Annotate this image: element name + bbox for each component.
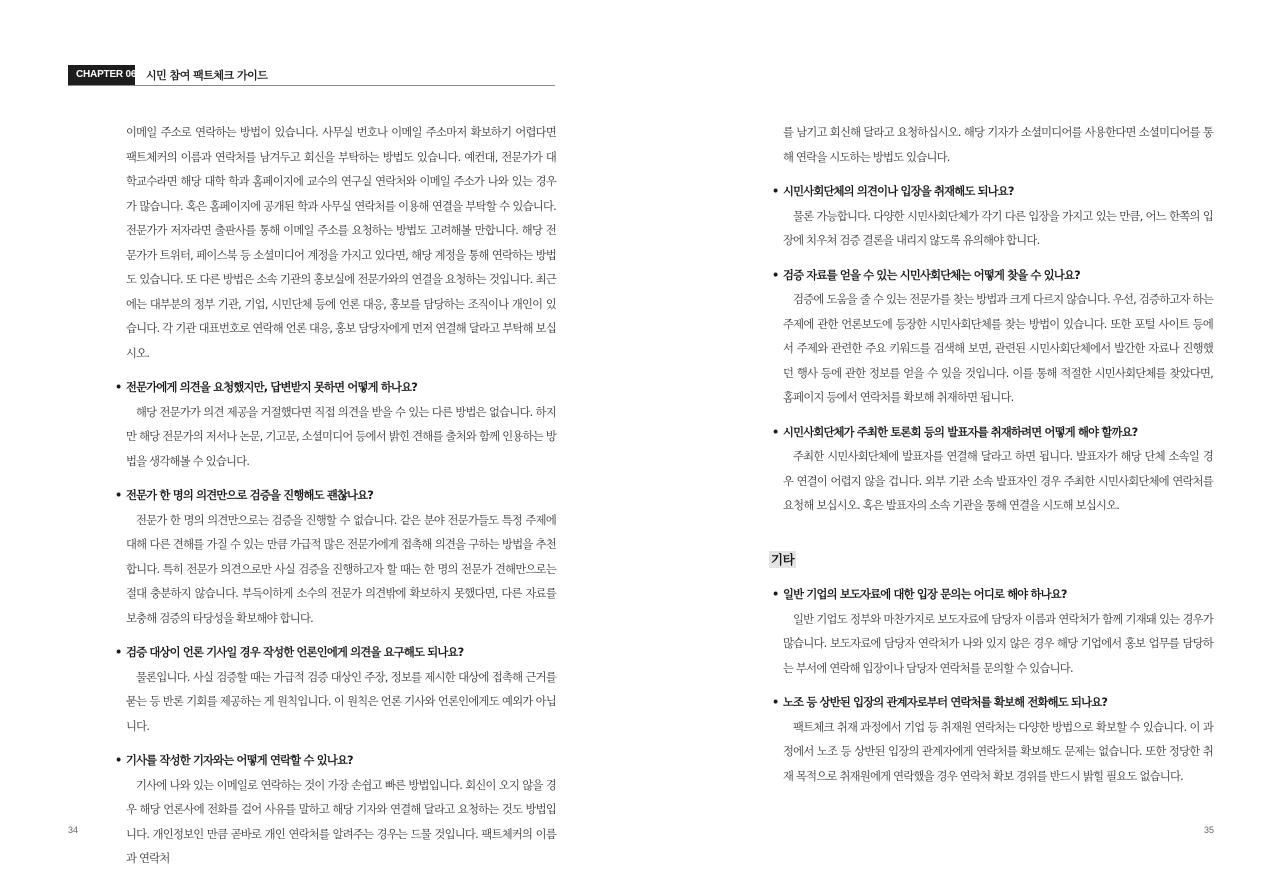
bullet-icon: • <box>772 425 779 439</box>
question-text: 검증 자료를 얻을 수 있는 시민사회단체는 어떻게 찾을 수 있나요? <box>783 268 1080 282</box>
question-heading <box>115 749 556 774</box>
question-heading <box>772 583 1213 608</box>
bullet-icon: • <box>115 646 122 659</box>
qa-item <box>772 264 1213 411</box>
answer-text: 전문가 한 명의 의견만으로는 검증을 진행할 수 없습니다. 같은 분야 전문가들도 특정 주제에 대해 다른 견해를 가질 수 있는 만큼 가급적 많은 전문가에게 접촉해 의견을 구하는 방법을 추천합니다. 특히 전문가 의견으로만 사실 검증을 진행하고자 할 때는 한 명의 전문가 견해만으로는 절대 충분하지 않습니다. 부득이하게 소수의 전문가 의견밖에 확보하지 못했다면, 다른 자료를 보충해 검증의 타당성을 확보해야 합니다. <box>126 513 556 625</box>
running-header <box>68 65 555 86</box>
question-text: 전문가에게 의견을 요청했지만, 답변받지 못하면 어떻게 하나요? <box>126 381 417 394</box>
qa-item <box>115 484 556 631</box>
answer-text: 물론 가능합니다. 다양한 시민사회단체가 각기 다른 입장을 가지고 있는 만큼, 어느 한쪽의 입장에 치우쳐 검증 결론을 내리지 않도록 유의해야 합니다. <box>783 209 1213 247</box>
bullet-icon: • <box>115 381 122 394</box>
answer-text: 검증에 도움을 줄 수 있는 전문가를 찾는 방법과 크게 다르지 않습니다. 우선, 검증하고자 하는 주제에 관한 언론보도에 등장한 시민사회단체를 찾는 방법이 있습니다. 또한 포털 사이트 등에서 주제와 관련한 주요 키워드를 검색해 보면, 관련된 시민사회단체에서 발간한 자료나 진행했던 행사 등에 관한 정보를 얻을 수 있을 것입니다. 이를 통해 적절한 시민사회단체를 찾았다면, 홈페이지 등에서 연락처를 확보해 취재하면 됩니다. <box>783 293 1213 404</box>
answer-text: 주최한 시민사회단체에 발표자를 연결해 달라고 하면 됩니다. 발표자가 해당 단체 소속일 경우 연결이 어렵지 않을 겁니다. 외부 기관 소속 발표자인 경우 주최한 시민사회단체에 연락처를 요청해 보십시오. 혹은 발표자의 소속 기관을 통해 연결을 시도해 보십시오. <box>783 450 1213 512</box>
bullet-icon: • <box>772 268 779 282</box>
answer-text: 해당 전문가가 의견 제공을 거절했다면 직접 의견을 받을 수 있는 다른 방법은 없습니다. 하지만 해당 전문가의 저서나 논문, 기고문, 소셜미디어 등에서 밝힌 견해를 출처와 함께 인용하는 방법을 생각해볼 수 있습니다. <box>126 405 556 468</box>
qa-item <box>115 641 556 739</box>
question-text: 시민사회단체가 주최한 토론회 등의 발표자를 취재하려면 어떻게 해야 할까요? <box>783 425 1138 439</box>
left-body <box>115 121 556 872</box>
continued-paragraph: 이메일 주소로 연락하는 방법이 있습니다. 사무실 번호나 이메일 주소마저 확보하기 어렵다면 팩트체커의 이름과 연락처를 남겨두고 회신을 부탁하는 방법도 있습니다. 예컨대, 전문가가 대학교수라면 해당 대학 학과 홈페이지에 교수의 연구실 연락처와 이메일 주소가 나와 있는 경우가 많습니다. 혹은 홈페이지에 공개된 학과 사무실 연락처를 이용해 연결을 부탁할 수 있습니다. 전문가가 저자라면 출판사를 통해 이메일 주소를 요청하는 방법도 고려해볼 만합니다. 해당 전문가가 트위터, 페이스북 등 소셜미디어 계정을 가지고 있다면, 해당 계정을 통해 연락하는 방법도 있습니다. 또 다른 방법은 소속 기관의 홍보실에 전문가와의 연결을 요청하는 것입니다. 최근에는 대부분의 정부 기관, 기업, 시민단체 등에 언론 대응, 홍보를 담당하는 조직이나 개인이 있습니다. 각 기관 대표번호로 연락해 언론 대응, 홍보 담당자에게 먼저 연결해 달라고 부탁해 보십시오. <box>126 126 556 360</box>
qa-item <box>115 749 556 872</box>
right-page <box>640 0 1280 874</box>
question-text: 일반 기업의 보도자료에 대한 입장 문의는 어디로 해야 하나요? <box>783 588 1067 601</box>
bullet-icon: • <box>772 588 779 601</box>
bullet-icon: • <box>115 489 122 502</box>
qa-item <box>772 583 1213 681</box>
question-text: 검증 대상이 언론 기사일 경우 작성한 언론인에게 의견을 요구해도 되나요? <box>126 646 464 659</box>
bullet-icon: • <box>115 754 122 767</box>
question-heading <box>772 421 1213 446</box>
question-heading <box>115 484 556 509</box>
right-body <box>771 121 1213 789</box>
question-text: 전문가 한 명의 의견만으로 검증을 진행해도 괜찮나요? <box>126 489 374 502</box>
section-heading: 기타 <box>771 551 795 567</box>
question-heading <box>772 180 1213 205</box>
question-heading <box>772 264 1213 289</box>
answer-text: 일반 기업도 정부와 마찬가지로 보도자료에 담당자 이름과 연락처가 함께 기재돼 있는 경우가 많습니다. 보도자료에 담당자 연락처가 나와 있지 않은 경우 해당 기업에서 홍보 업무를 담당하는 부서에 연락해 입장이나 담당자 연락처를 문의할 수 있습니다. <box>783 612 1213 675</box>
bullet-icon: • <box>772 696 779 709</box>
question-text: 시민사회단체의 의견이나 입장을 취재해도 되나요? <box>783 185 1014 198</box>
continued-paragraph: 를 남기고 회신해 달라고 요청하십시오. 해당 기자가 소셜미디어를 사용한다면 소셜미디어를 통해 연락을 시도하는 방법도 있습니다. <box>783 126 1213 164</box>
answer-text: 팩트체크 취재 과정에서 기업 등 취재원 연락처는 다양한 방법으로 확보할 수 있습니다. 이 과정에서 노조 등 상반된 입장의 관계자에게 연락처를 확보해도 문제는 없습니다. 또한 정당한 취재 목적으로 취재원에게 연락했을 경우 연락처 확보 경위를 반드시 밝힐 필요도 없습니다. <box>783 720 1213 783</box>
question-heading <box>115 641 556 666</box>
answer-text: 물론입니다. 사실 검증할 때는 가급적 검증 대상인 주장, 정보를 제시한 대상에 접촉해 근거를 묻는 등 반론 기회를 제공하는 게 원칙입니다. 이 원칙은 언론 기사와 언론인에게도 예외가 아닙니다. <box>126 670 556 733</box>
question-text: 노조 등 상반된 입장의 관계자로부터 연락처를 확보해 전화해도 되나요? <box>783 696 1108 709</box>
bullet-icon: • <box>772 185 779 198</box>
qa-item <box>772 180 1213 254</box>
chapter-badge: CHAPTER 06 <box>68 65 135 85</box>
question-heading <box>115 376 556 401</box>
section-other <box>771 519 1213 790</box>
question-text: 기사를 작성한 기자와는 어떻게 연락할 수 있나요? <box>126 754 353 767</box>
qa-item <box>115 376 556 474</box>
answer-text: 기사에 나와 있는 이메일로 연락하는 것이 가장 손쉽고 빠른 방법입니다. 회신이 오지 않을 경우 해당 언론사에 전화를 걸어 사유를 말하고 해당 기자와 연결해 달라고 요청하는 것도 방법입니다. 개인정보인 만큼 곧바로 개인 연락처를 알려주는 경우는 드물 것입니다. 팩트체커의 이름과 연락처 <box>126 778 556 865</box>
question-heading <box>772 691 1213 716</box>
chapter-title: 시민 참여 팩트체크 가이드 <box>146 69 268 82</box>
page-number: 35 <box>1204 825 1215 835</box>
qa-item <box>772 691 1213 789</box>
qa-item <box>772 421 1213 519</box>
page-number: 34 <box>68 825 79 835</box>
